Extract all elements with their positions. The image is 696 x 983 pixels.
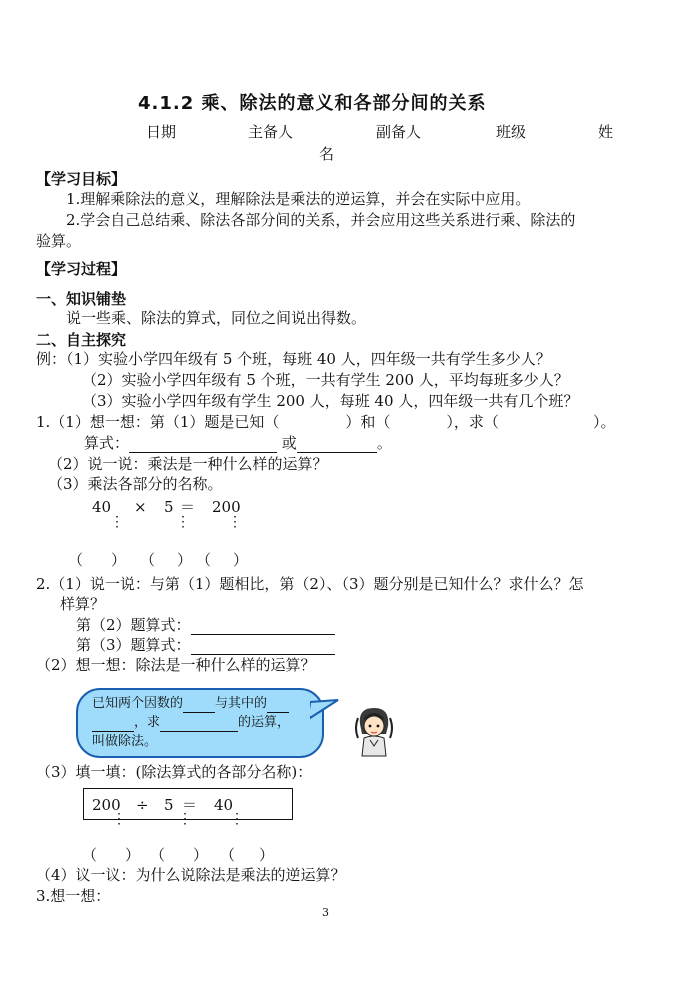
q2-line1: 2.（1）说一说：与第（1）题相比，第（2）、（3）题分别是已知什么？求什么？怎	[36, 575, 584, 593]
q1-or: 或	[281, 434, 297, 452]
mul-answer-3[interactable]: （ ）	[196, 551, 249, 569]
q3-heading: 3.想一想：	[36, 887, 111, 905]
header-class: 班级	[496, 123, 527, 141]
q2-discuss: （4）议一议：为什么说除法是乘法的逆运算？	[36, 866, 346, 884]
div-dividend: 200	[92, 796, 121, 814]
div-answer-2[interactable]: （ ）	[150, 846, 209, 864]
header-date: 日期	[146, 123, 177, 141]
mul-answer-2[interactable]: （ ）	[140, 551, 193, 569]
mul-answer-1[interactable]: （ ）	[68, 551, 127, 569]
mul-dots-3: ⋮	[228, 514, 242, 530]
q1-say: （2）说一说：乘法是一种什么样的运算？	[48, 455, 328, 473]
q2-formula-3-blank[interactable]	[191, 638, 335, 655]
process-heading: 【学习过程】	[36, 260, 127, 278]
q1-formula-blank-1[interactable]	[129, 436, 277, 453]
example-3: （3）实验小学四年级有学生 200 人，每班 40 人，四年级一共有几个班？	[82, 392, 579, 410]
page-number: 3	[322, 906, 329, 919]
mul-operator: ×	[134, 498, 147, 516]
q2-fill: （3）填一填：(除法算式的各部分名称)：	[36, 763, 313, 781]
q1-text-b: ）和（	[345, 413, 391, 431]
bubble-blank-2[interactable]	[267, 699, 289, 713]
q1-line1	[36, 412, 615, 432]
q1-formula-label: 算式：	[84, 434, 130, 452]
q1-text-d: ）。	[592, 413, 616, 431]
header-main-prep: 主备人	[248, 123, 294, 141]
q2-formula-2-blank[interactable]	[191, 618, 335, 635]
goal-item-1: 1.理解乘除法的意义，理解除法是乘法的逆运算，并会在实际中应用。	[66, 190, 531, 208]
section-1-heading: 一、知识铺垫	[36, 290, 127, 308]
div-equals: ＝	[182, 796, 198, 814]
mul-dots-2: ⋮	[176, 514, 190, 530]
q2-think: （2）想一想：除法是一种什么样的运算？	[36, 656, 316, 674]
bubble-blank-3[interactable]	[92, 718, 134, 732]
q1-names: （3）乘法各部分的名称。	[48, 475, 223, 493]
section-2-heading: 二、自主探究	[36, 331, 127, 349]
page-title: 4.1.2 乘、除法的意义和各部分间的关系	[138, 93, 487, 114]
speech-bubble-tail	[310, 698, 340, 724]
div-answer-1[interactable]: （ ）	[82, 846, 141, 864]
mul-dots-1: ⋮	[110, 514, 124, 530]
q2-formula-2	[76, 615, 335, 635]
div-dots-2: ⋮	[178, 811, 192, 827]
q1-formula-line	[84, 433, 392, 453]
div-dots-1: ⋮	[112, 811, 126, 827]
div-answer-3[interactable]: （ ）	[220, 846, 275, 864]
q1-text-a: 1.（1）想一想：第（1）题是已知（	[36, 413, 280, 431]
div-dots-3: ⋮	[230, 811, 244, 827]
div-operator: ÷	[136, 796, 149, 814]
section-1-text: 说一些乘、除法的算式，同位之间说出得数。	[66, 309, 367, 327]
bubble-text: 已知两个因数的 与其中的 ，求 的运算， 叫做除法。	[92, 696, 291, 749]
q1-text-c: ），求（	[446, 413, 499, 431]
girl-character-icon	[350, 704, 398, 758]
q2-line2: 样算？	[60, 595, 106, 613]
mul-factor-b: 5	[164, 498, 174, 516]
q1-period: 。	[376, 434, 392, 452]
mul-equals: ＝	[180, 498, 196, 516]
header-sub-prep: 副备人	[376, 123, 422, 141]
q2-formula-3	[76, 635, 335, 655]
goal-item-2a: 2.学会自己总结乘、除法各部分间的关系，并会应用这些关系进行乘、除法的	[66, 211, 576, 229]
q1-formula-blank-2[interactable]	[297, 436, 377, 453]
q2-formula-3-label: 第（3）题算式：	[76, 636, 191, 654]
mul-product: 200	[212, 498, 241, 516]
goals-heading: 【学习目标】	[36, 170, 127, 188]
q2-formula-2-label: 第（2）题算式：	[76, 616, 191, 634]
div-divisor: 5	[164, 796, 174, 814]
div-quotient: 40	[214, 796, 234, 814]
mul-factor-a: 40	[92, 498, 112, 516]
bubble-blank-1[interactable]	[183, 699, 215, 713]
bubble-blank-4[interactable]	[160, 718, 238, 732]
example-2: （2）实验小学四年级有 5 个班，一共有学生 200 人，平均每班多少人？	[82, 371, 569, 389]
example-1: 例：（1）实验小学四年级有 5 个班，每班 40 人，四年级一共有学生多少人？	[36, 350, 551, 368]
goal-item-2b: 验算。	[36, 232, 82, 250]
header-name-1: 姓	[598, 123, 614, 141]
header-name-2: 名	[319, 145, 335, 163]
